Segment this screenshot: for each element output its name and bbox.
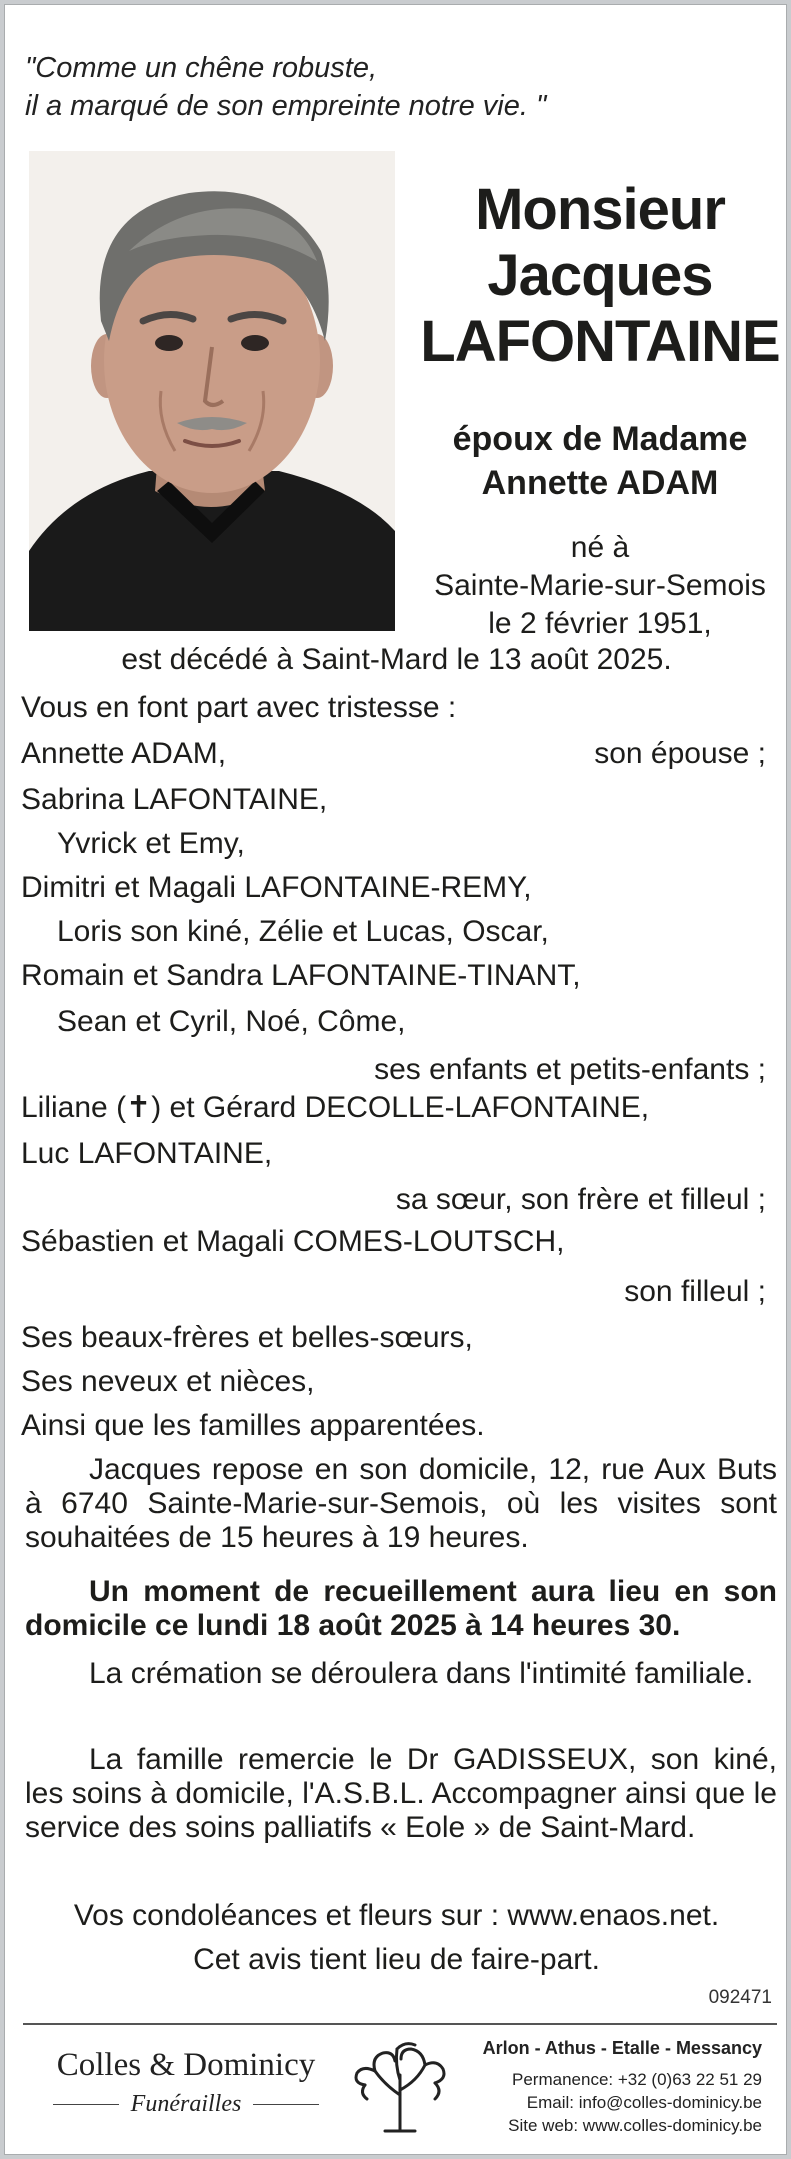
deceased-name	[405, 177, 791, 375]
condolences-line: Vos condoléances et fleurs sur : www.enaos.net.	[73, 1899, 720, 1932]
deceased-title: Monsieur	[475, 177, 725, 242]
brand-divider	[253, 2104, 319, 2105]
family-member: Sébastien et Magali COMES-LOUTSCH,	[21, 1225, 565, 1258]
family-member: Luc LAFONTAINE,	[21, 1137, 273, 1170]
family-member: Ses beaux-frères et belles-sœurs,	[21, 1321, 473, 1354]
birth-line-3: le 2 février 1951,	[488, 607, 712, 640]
family-member: Loris son kiné, Zélie et Lucas, Oscar,	[57, 915, 549, 948]
brand-divider	[53, 2104, 119, 2105]
portrait-photo	[29, 151, 395, 631]
spouse-line-2: Annette ADAM	[481, 464, 719, 502]
family-role: sa sœur, son frère et filleul ;	[395, 1183, 766, 1216]
obituary-notice	[4, 4, 787, 2155]
family-member: Liliane (✝) et Gérard DECOLLE-LAFONTAINE,	[21, 1091, 650, 1124]
visits-paragraph: Jacques repose en son domicile, 12, rue Aux Buts à 6740 Sainte-Marie-sur-Semois, où les visites sont souhaitées de 15 heures à 19 heures.	[25, 1453, 777, 1554]
notice-line: Cet avis tient lieu de faire-part.	[193, 1943, 600, 1976]
epigraph-quote	[25, 49, 546, 125]
funeral-home-logo	[41, 2043, 331, 2118]
birth-info	[400, 529, 791, 643]
family-member: Romain et Sandra LAFONTAINE-TINANT,	[21, 959, 581, 992]
footer-divider	[23, 2023, 777, 2025]
birth-line-2: Sainte-Marie-sur-Semois	[434, 569, 766, 602]
website: Site web: www.colles-dominicy.be	[508, 2116, 762, 2135]
brand-subtitle: Funérailles	[130, 2091, 242, 2117]
family-member: Sabrina LAFONTAINE,	[21, 783, 328, 816]
contact-info	[483, 2037, 762, 2137]
phone: Permanence: +32 (0)63 22 51 29	[512, 2070, 762, 2089]
death-info: est décédé à Saint-Mard le 13 août 2025.	[121, 643, 672, 676]
tree-icon	[345, 2035, 455, 2140]
spouse-info	[405, 417, 791, 505]
email: Email: info@colles-dominicy.be	[526, 2093, 762, 2112]
family-member: Annette ADAM,	[21, 737, 227, 770]
family-member: Dimitri et Magali LAFONTAINE-REMY,	[21, 871, 532, 904]
family-role: son filleul ;	[624, 1275, 766, 1308]
deceased-first-name: Jacques	[487, 243, 713, 308]
brand-name: Colles & Dominicy	[56, 2047, 316, 2083]
locations: Arlon - Athus - Etalle - Messancy	[482, 2038, 762, 2058]
family-role: son épouse ;	[594, 737, 766, 770]
family-role: ses enfants et petits-enfants ;	[374, 1053, 766, 1086]
spouse-line-1: époux de Madame	[452, 420, 748, 458]
quote-line-1: "Comme un chêne robuste,	[25, 52, 378, 84]
family-member: Ainsi que les familles apparentées.	[21, 1409, 485, 1442]
ceremony-paragraph: Un moment de recueillement aura lieu en son domicile ce lundi 18 août 2025 à 14 heures 30.	[25, 1575, 777, 1642]
deceased-last-name: LAFONTAINE	[420, 309, 780, 374]
quote-line-2: il a marqué de son empreinte notre vie. "	[25, 90, 547, 122]
reference-number: 092471	[708, 1987, 772, 2008]
birth-line-1: né à	[570, 531, 630, 564]
family-member: Ses neveux et nièces,	[21, 1365, 315, 1398]
cremation-paragraph: La crémation se déroulera dans l'intimité familiale.	[89, 1657, 754, 1690]
family-intro: Vous en font part avec tristesse :	[21, 691, 457, 724]
family-member: Sean et Cyril, Noé, Côme,	[57, 1005, 406, 1038]
thanks-paragraph: La famille remercie le Dr GADISSEUX, son kiné, les soins à domicile, l'A.S.B.L. Accompagner ainsi que le service des soins palliatifs « Eole » de Saint-Mard.	[25, 1743, 777, 1844]
family-member: Yvrick et Emy,	[57, 827, 245, 860]
